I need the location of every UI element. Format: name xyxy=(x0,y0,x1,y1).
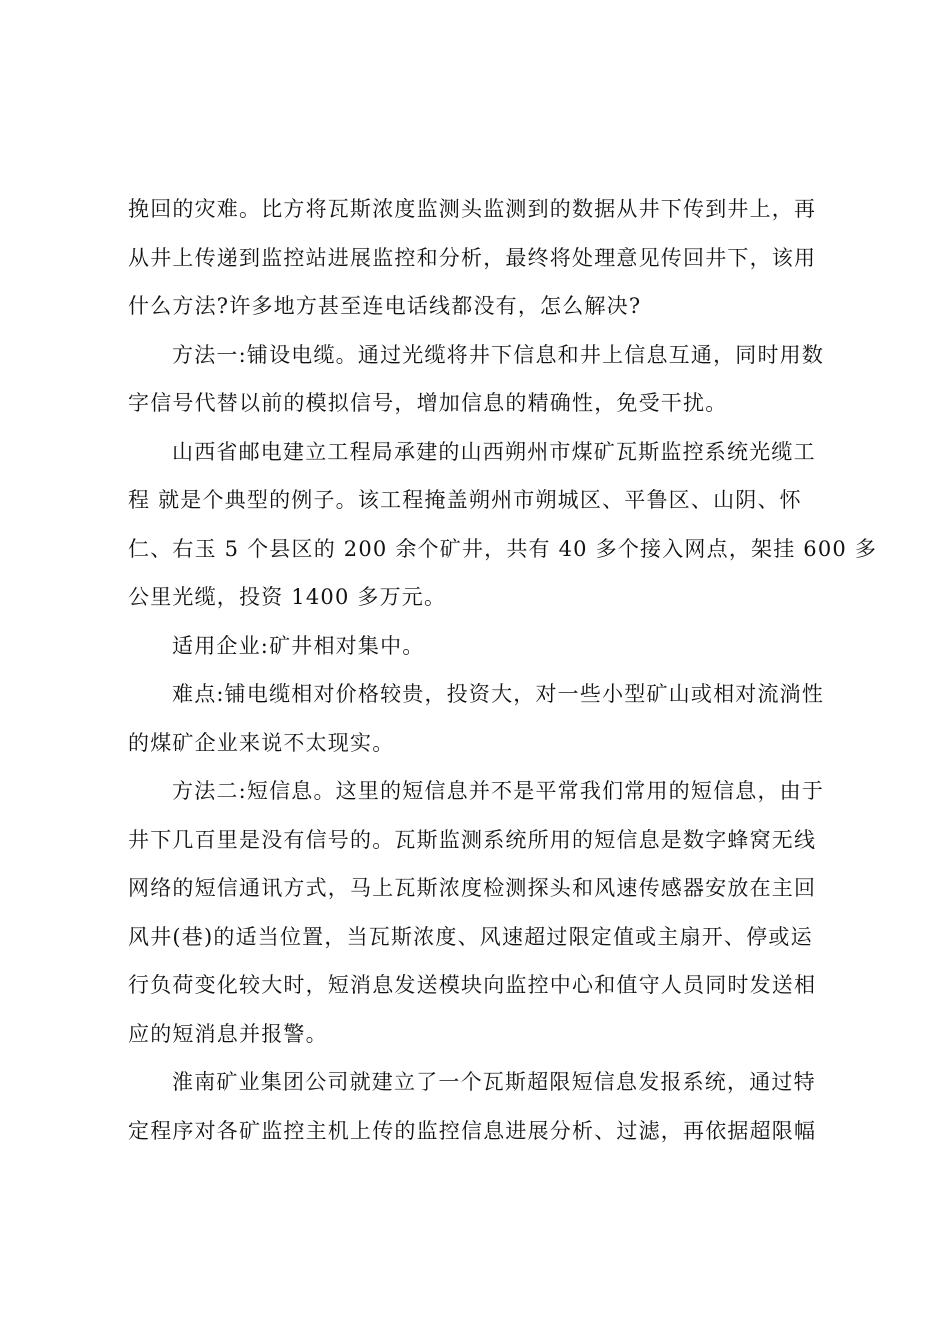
document-body xyxy=(128,185,878,1155)
text-line: 山西省邮电建立工程局承建的山西朔州市煤矿瓦斯监控系统光缆工 xyxy=(172,439,816,464)
text-line: 行负荷变化较大时，短消息发送模块向监控中心和值守人员同时发送相 xyxy=(128,973,817,997)
paragraph-7 xyxy=(128,1058,828,1155)
text-line: 难点:铺电缆相对价格较贵，投资大，对一些小型矿山或相对流淌性 xyxy=(172,682,825,706)
paragraph-6 xyxy=(128,767,828,1058)
text-line: 什么方法?许多地方甚至连电话线都没有，怎么解决? xyxy=(128,294,642,318)
paragraph-5 xyxy=(128,670,828,767)
text-line: 挽回的灾难。比方将瓦斯浓度监测头监测到的数据从井下传到井上，再 xyxy=(128,197,817,221)
paragraph-2 xyxy=(128,331,828,428)
text-line: 风井(巷)的适当位置，当瓦斯浓度、风速超过限定值或主扇开、停或运 xyxy=(128,924,813,949)
text-line: 淮南矿业集团公司就建立了一个瓦斯超限短信息发报系统，通过特 xyxy=(172,1070,816,1094)
text-line: 程 就是个典型的例子。该工程掩盖朔州市朔城区、平鲁区、山阴、怀 xyxy=(128,488,802,512)
text-line: 方法二:短信息。这里的短信息并不是平常我们常用的短信息，由于 xyxy=(172,779,825,803)
paragraph-4 xyxy=(128,622,828,671)
text-line: 定程序对各矿监控主机上传的监控信息进展分析、过滤，再依据超限幅 xyxy=(128,1118,817,1143)
text-line: 的煤矿企业来说不太现实。 xyxy=(128,730,395,755)
text-line: 公里光缆，投资 1400 多万元。 xyxy=(128,585,447,609)
text-line: 方法一:铺设电缆。通过光缆将井下信息和井上信息互通，同时用数 xyxy=(172,342,825,367)
text-line: 应的短消息并报警。 xyxy=(128,1021,328,1046)
text-line: 适用企业:矿井相对集中。 xyxy=(172,633,425,658)
text-line: 仁、右玉 5 个县区的 200 余个矿井，共有 40 多个接入网点，架挂 600 多 xyxy=(128,536,878,561)
text-line: 字信号代替以前的模拟信号，增加信息的精确性，免受干扰。 xyxy=(128,391,728,415)
text-line: 井下几百里是没有信号的。瓦斯监测系统所用的短信息是数字蜂窝无线 xyxy=(128,827,817,852)
paragraph-1 xyxy=(128,185,828,331)
text-line: 网络的短信通讯方式，马上瓦斯浓度检测探头和风速传感器安放在主回 xyxy=(128,876,817,900)
text-line: 从井上传递到监控站进展监控和分析，最终将处理意见传回井下，该用 xyxy=(128,245,817,270)
paragraph-3 xyxy=(128,428,878,622)
